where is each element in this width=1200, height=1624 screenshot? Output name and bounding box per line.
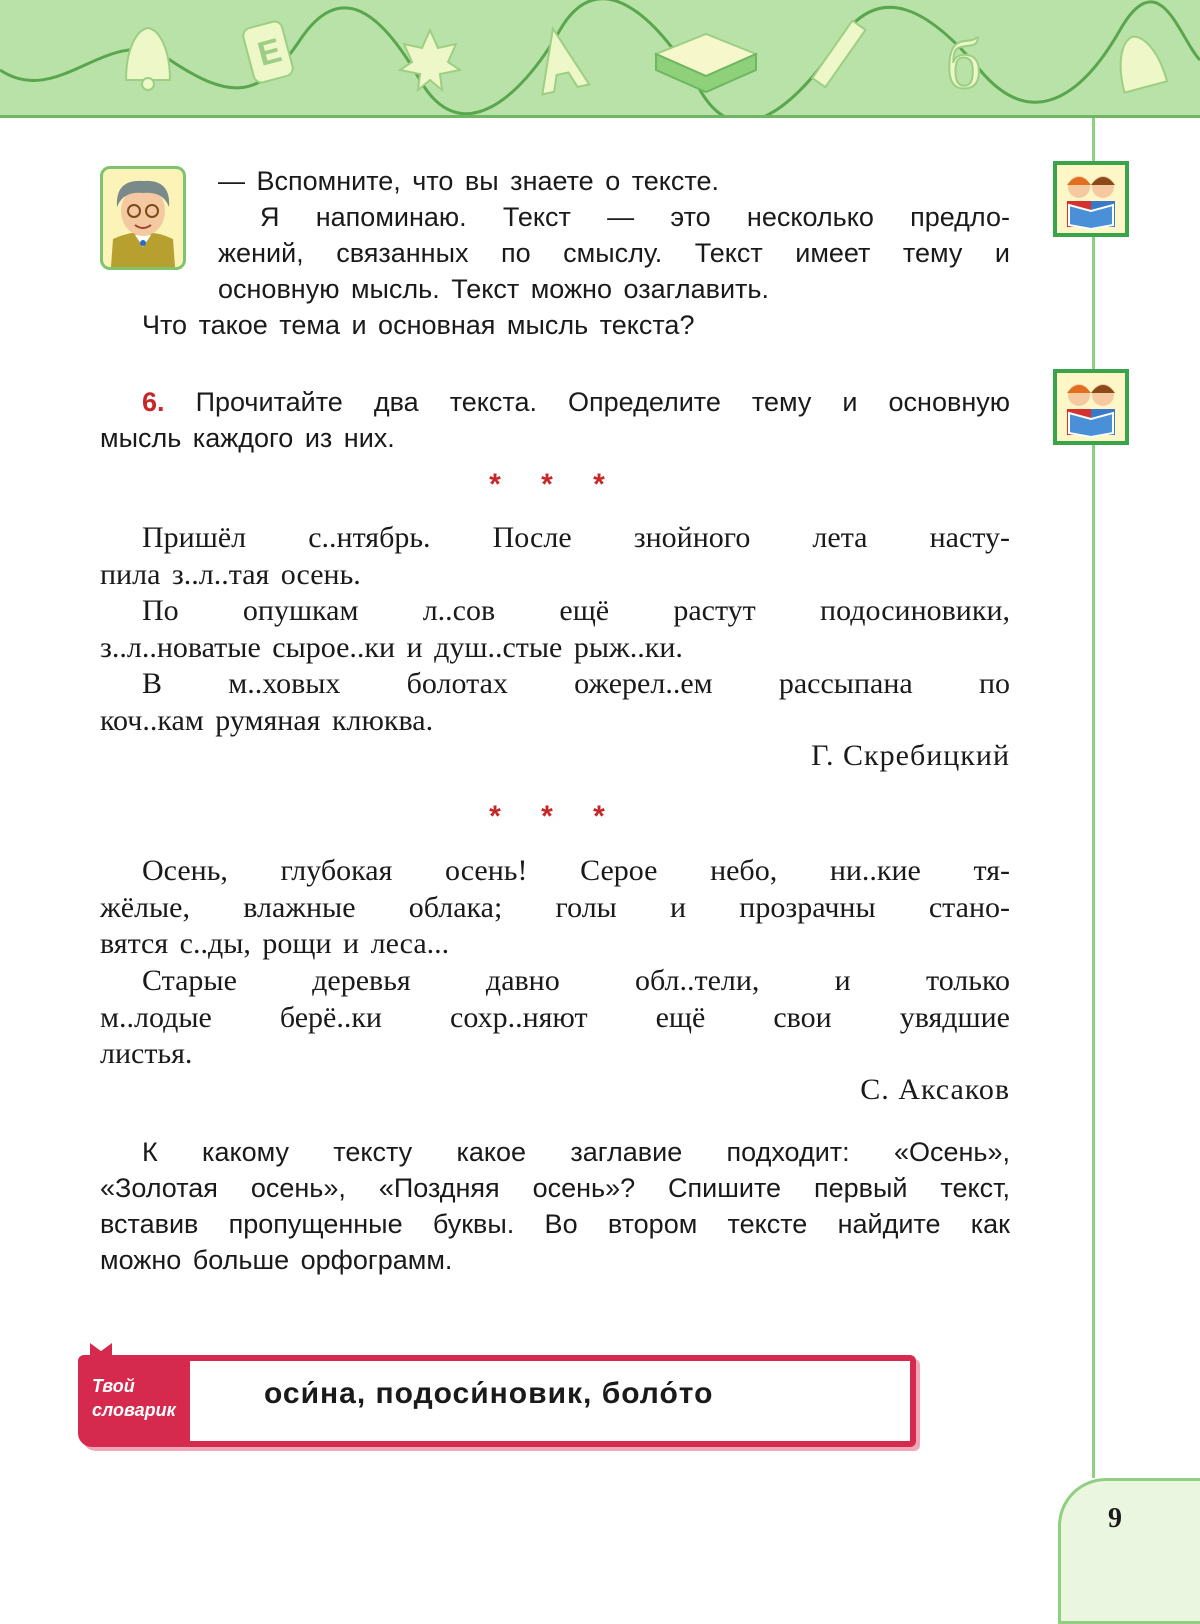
text2-author: С. Аксаков (860, 1073, 1010, 1106)
vocabulary-box (78, 1355, 916, 1447)
teacher-portrait-icon (100, 166, 186, 270)
children-reading-icon (1053, 161, 1129, 237)
page-header-decoration (0, 0, 1200, 118)
text-line: Старые деревья давно обл..тели, и только (142, 964, 1010, 997)
text-line: листья. (100, 1037, 193, 1070)
page-number-tab (1058, 1478, 1200, 1624)
text-line: пила з..л..тая осень. (100, 557, 361, 591)
teacher-line: жений, связанных по смыслу. Текст имеет тему и (218, 238, 1010, 268)
text-line: Пришёл с..нтябрь. После знойного лета насту- (142, 521, 1010, 554)
section-divider-stars: * * * (489, 468, 621, 501)
text-line: вятся с..ды, рощи и леса... (100, 927, 450, 960)
text1-author: Г. Скребицкий (811, 739, 1010, 772)
text-line: коч..кам румяная клюква. (100, 703, 434, 737)
text-line: По опушкам л..сов ещё растут подосиновики, (142, 594, 1010, 627)
text2-paragraph-1 (100, 853, 1010, 963)
letter-a-icon (529, 24, 589, 95)
bell-icon (1111, 31, 1167, 93)
task-line: мысль каждого из них. (100, 423, 395, 453)
letter-b-icon (946, 27, 982, 104)
svg-text:б: б (946, 27, 982, 104)
text1-paragraph-1 (100, 520, 1010, 593)
teacher-line: — Вспомните, что вы знаете о тексте. (218, 166, 719, 196)
text1-paragraph-3 (100, 666, 1010, 739)
vocabulary-label-line: Твой (92, 1376, 135, 1396)
page-number: 9 (1108, 1503, 1122, 1534)
text-line: з..л..новатые сырое..ки и душ..стые рыж..ки. (100, 630, 683, 664)
vocabulary-label-line: словарик (92, 1400, 176, 1420)
bell-icon (126, 28, 170, 90)
teacher-text (218, 163, 1010, 307)
text-line: м..лодые берё..ки сохр..няют ещё свои увядшие (100, 1000, 1010, 1034)
teacher-line: основную мысль. Текст можно озаглавить. (218, 274, 769, 304)
letter-e-icon (241, 20, 294, 84)
text-line: Осень, глубокая осень! Серое небо, ни..кие тя- (142, 854, 1010, 887)
text-line: жёлые, влажные облака; голы и прозрачны стано- (100, 890, 1010, 924)
pencil-icon (812, 21, 865, 88)
svg-text:Е: Е (253, 31, 286, 74)
open-book-icon (656, 34, 756, 92)
task-number: 6. (142, 387, 165, 417)
task-6-instruction (100, 384, 1010, 456)
question-line: «Золотая осень», «Поздняя осень»? Спишите первый текст, (100, 1173, 1010, 1203)
text-line: В м..ховых болотах ожерел..ем рассыпана по (142, 667, 1010, 700)
task-line: Прочитайте два текста. Определите тему и основную (195, 387, 1010, 417)
question-line: можно больше орфограмм. (100, 1245, 453, 1275)
margin-line (1092, 118, 1095, 1478)
children-reading-icon (1053, 369, 1129, 445)
teacher-line: Я напоминаю. Текст — это несколько предло- (260, 202, 1010, 232)
final-question (100, 1134, 1010, 1278)
teacher-question: Что такое тема и основная мысль текста? (142, 310, 695, 340)
section-divider-stars: * * * (489, 800, 621, 833)
text1-paragraph-2 (100, 593, 1010, 666)
vocabulary-label (82, 1359, 190, 1443)
vocabulary-words: оси́на, подоси́новик, боло́то (264, 1377, 714, 1410)
text2-paragraph-2 (100, 963, 1010, 1073)
question-line: К какому тексту какое заглавие подходит: «Осень», (142, 1137, 1010, 1167)
question-line: вставив пропущенные буквы. Во втором тексте найдите как (100, 1209, 1010, 1239)
